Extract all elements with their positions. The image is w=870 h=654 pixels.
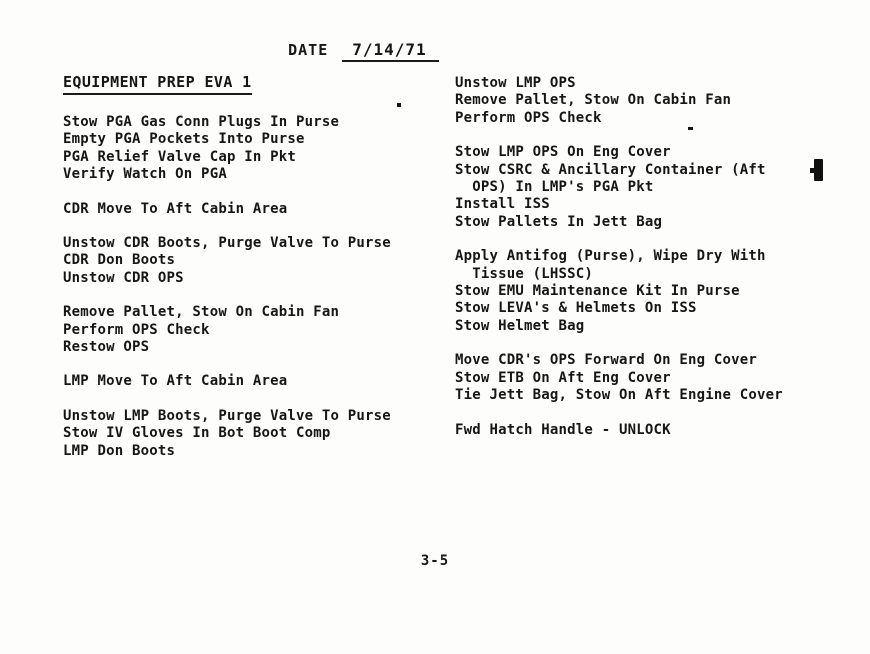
checklist-block — [63, 235, 453, 287]
checklist-line: Stow CSRC & Ancillary Container (Aft — [455, 161, 766, 178]
checklist-line: Unstow CDR OPS — [63, 269, 184, 286]
checklist-line: Stow PGA Gas Conn Plugs In Purse — [63, 114, 340, 130]
checklist-block — [63, 408, 453, 460]
checklist-line: Move CDR's OPS Forward On Eng Cover — [455, 352, 758, 369]
scan-speck — [688, 127, 693, 130]
left-column — [63, 72, 453, 477]
right-column — [455, 75, 845, 456]
checklist-line: Install ISS — [455, 196, 550, 213]
checklist-line: CDR Don Boots — [63, 252, 176, 269]
checklist-line: Apply Antifog (Purse), Wipe Dry With — [455, 248, 766, 265]
checklist-line: Empty PGA Pockets Into Purse — [63, 131, 305, 148]
checklist-block — [63, 304, 453, 356]
checklist-line: Stow EMU Maintenance Kit In Purse — [455, 283, 740, 300]
checklist-block — [455, 422, 845, 439]
checklist-block — [455, 144, 845, 231]
checklist-line: Tie Jett Bag, Stow On Aft Engine Cover — [455, 387, 783, 404]
checklist-line: OPS) In LMP's PGA Pkt — [455, 179, 654, 196]
checklist-line: CDR Move To Aft Cabin Area — [63, 200, 288, 217]
checklist-line: Stow ETB On Aft Eng Cover — [455, 369, 671, 386]
checklist-line: Stow Pallets In Jett Bag — [455, 213, 663, 230]
checklist-line: Stow LEVA's & Helmets On ISS — [455, 300, 697, 317]
checklist-line: Remove Pallet, Stow On Cabin Fan — [63, 304, 340, 321]
date-label: DATE — [288, 41, 329, 59]
checklist-line: Verify Watch On PGA — [63, 166, 227, 183]
section-heading: EQUIPMENT PREP EVA 1 — [63, 73, 252, 95]
scan-ink-blob — [814, 159, 823, 181]
checklist-line: Perform OPS Check — [455, 109, 602, 126]
checklist-block — [455, 248, 845, 335]
checklist-line: Unstow LMP OPS — [455, 75, 576, 91]
checklist-block — [63, 201, 453, 218]
checklist-block — [455, 352, 845, 404]
checklist-line: Fwd Hatch Handle - UNLOCK — [455, 421, 671, 438]
checklist-line: Stow Helmet Bag — [455, 317, 585, 334]
checklist-line: Tissue (LHSSC) — [455, 265, 594, 282]
checklist-line: Stow LMP OPS On Eng Cover — [455, 144, 671, 161]
checklist-line: Perform OPS Check — [63, 321, 210, 338]
date-value: 7/14/71 — [342, 40, 438, 62]
checklist-line: Stow IV Gloves In Bot Boot Comp — [63, 425, 331, 442]
checklist-line: Unstow LMP Boots, Purge Valve To Purse — [63, 407, 391, 424]
checklist-block — [455, 75, 845, 127]
checklist-line: PGA Relief Valve Cap In Pkt — [63, 148, 296, 165]
checklist-block — [63, 373, 453, 390]
checklist-line: LMP Move To Aft Cabin Area — [63, 373, 288, 390]
checklist-block — [63, 114, 453, 184]
scan-speck — [397, 103, 401, 107]
page-number: 3-5 — [420, 553, 450, 569]
checklist-line: Restow OPS — [63, 339, 150, 356]
checklist-line: Remove Pallet, Stow On Cabin Fan — [455, 92, 732, 109]
checklist-line: LMP Don Boots — [63, 442, 176, 459]
checklist-line: Unstow CDR Boots, Purge Valve To Purse — [63, 235, 391, 252]
